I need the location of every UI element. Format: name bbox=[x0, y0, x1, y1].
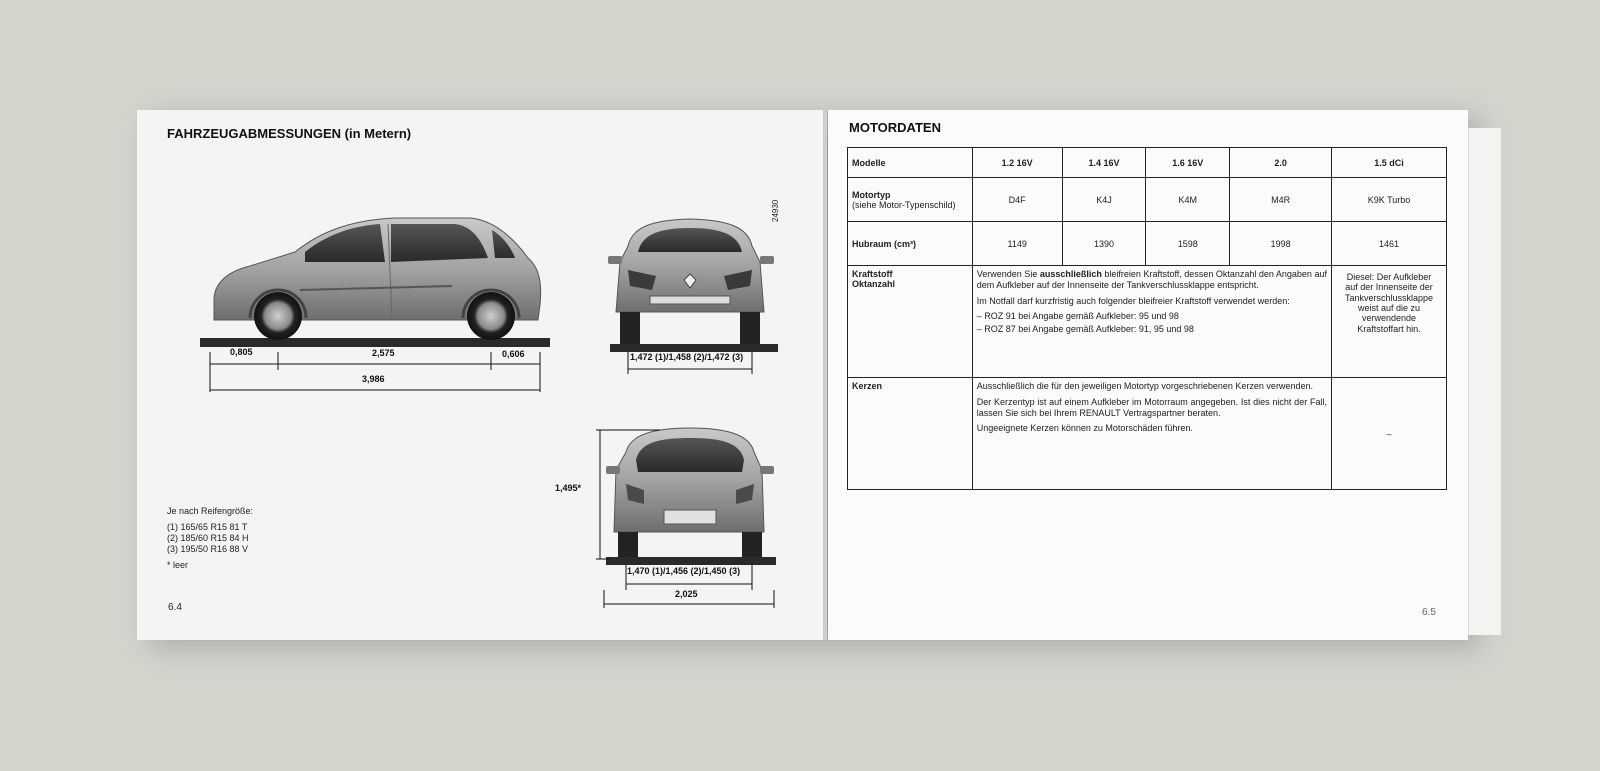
plugs-paragraph: Ungeeignete Kerzen können zu Motorschäden führen. bbox=[976, 423, 1193, 434]
tire-note-item: (3) 195/50 R16 88 V bbox=[167, 544, 249, 554]
dim-wheelbase: 2,575 bbox=[372, 348, 395, 358]
fuel-bullet: – ROZ 87 bei Angabe gemäß Aufkleber: 91, 95 und 98 bbox=[976, 324, 1194, 335]
table-row bbox=[848, 222, 1447, 266]
displacement-cell: 1149 bbox=[972, 222, 1062, 266]
plugs-diesel-cell: – bbox=[1331, 378, 1446, 490]
displacement-cell: 1461 bbox=[1331, 222, 1446, 266]
tire-note-item: (1) 165/65 R15 81 T bbox=[167, 522, 248, 532]
table-row bbox=[848, 178, 1447, 222]
engine-type-cell: D4F bbox=[972, 178, 1062, 222]
page-number-left: 6.4 bbox=[168, 602, 182, 613]
table-row bbox=[848, 266, 1447, 378]
row-label-plugs: Kerzen bbox=[848, 378, 973, 490]
dim-width: 2,025 bbox=[675, 589, 698, 599]
dim-front-track: 1,472 (1)/1,458 (2)/1,472 (3) bbox=[630, 352, 744, 362]
plugs-description bbox=[972, 378, 1331, 490]
model-cell: 1.2 16V bbox=[972, 148, 1062, 178]
displacement-cell: 1390 bbox=[1062, 222, 1146, 266]
fuel-label: Kraftstoff bbox=[852, 269, 893, 279]
car-front-view bbox=[608, 219, 778, 352]
dim-rear-track: 1,470 (1)/1,456 (2)/1,450 (3) bbox=[627, 566, 741, 576]
fuel-description bbox=[972, 266, 1331, 378]
diesel-fuel-note: Diesel: Der Aufkleber auf der Innenseite der Tankverschlussklappe weist auf die zu verwendende Kraftstoffart hin. bbox=[1331, 266, 1446, 378]
car-rear-view bbox=[606, 428, 776, 565]
engine-type-sublabel: (siehe Motor-Typenschild) bbox=[852, 199, 956, 210]
fuel-text-post: bleifreien Kraftstoff, dessen Oktanzahl den Angaben auf dem Aufkleber auf der Innenseite der Tankverschlussklappe entspricht. bbox=[976, 269, 1327, 290]
row-label-fuel bbox=[848, 266, 973, 378]
tire-note-item: (2) 185/60 R15 84 H bbox=[167, 533, 249, 543]
model-cell: 1.4 16V bbox=[1062, 148, 1146, 178]
model-cell: 2.0 bbox=[1230, 148, 1332, 178]
model-cell: 1.5 dCi bbox=[1331, 148, 1446, 178]
engine-type-cell: M4R bbox=[1230, 178, 1332, 222]
octane-label: Oktanzahl bbox=[852, 279, 896, 289]
tire-note-footnote: * leer bbox=[167, 560, 189, 570]
fuel-emergency-text: Im Notfall darf kurzfristig auch folgender bleifreier Kraftstoff verwendet werden: bbox=[976, 295, 1290, 306]
dim-rear-overhang: 0,606 bbox=[502, 349, 525, 359]
engine-data-table bbox=[847, 147, 1447, 490]
row-label-displacement: Hubraum (cm³) bbox=[848, 222, 973, 266]
dimensions-title: FAHRZEUGABMESSUNGEN (in Metern) bbox=[167, 126, 412, 141]
engine-type-label: Motortyp bbox=[852, 189, 891, 200]
plugs-paragraph: Ausschließlich die für den jeweiligen Motortyp vorgeschriebenen Kerzen verwenden. bbox=[976, 381, 1313, 391]
fuel-text-pre: Verwenden Sie bbox=[976, 269, 1040, 279]
page-number-right: 6.5 bbox=[1422, 607, 1436, 618]
tire-note-heading: Je nach Reifengröße: bbox=[167, 506, 254, 516]
table-row bbox=[848, 148, 1447, 178]
engine-type-cell: K9K Turbo bbox=[1331, 178, 1446, 222]
car-side-view bbox=[200, 218, 550, 347]
dim-front-overhang: 0,805 bbox=[230, 347, 253, 357]
fuel-paragraph bbox=[977, 269, 1327, 291]
engine-data-title: MOTORDATEN bbox=[849, 120, 941, 135]
fuel-text-bold: ausschließlich bbox=[1039, 269, 1102, 279]
displacement-cell: 1998 bbox=[1230, 222, 1332, 266]
engine-type-cell: K4J bbox=[1062, 178, 1146, 222]
row-label-engine-type bbox=[848, 178, 973, 222]
figure-reference: 24930 bbox=[771, 199, 780, 222]
dim-length: 3,986 bbox=[362, 374, 385, 384]
displacement-cell: 1598 bbox=[1146, 222, 1230, 266]
dim-height: 1,495* bbox=[555, 483, 582, 493]
row-label-models: Modelle bbox=[848, 148, 973, 178]
plugs-paragraph: Der Kerzentyp ist auf einem Aufkleber im Motorraum angegeben. Ist dies nicht der Fall, lassen Sie sich bei Ihrem RENAULT Vertragspartner beraten. bbox=[976, 396, 1327, 418]
table-row bbox=[848, 378, 1447, 490]
fuel-bullet: – ROZ 91 bei Angabe gemäß Aufkleber: 95 und 98 bbox=[976, 311, 1179, 322]
model-cell: 1.6 16V bbox=[1146, 148, 1230, 178]
engine-type-cell: K4M bbox=[1146, 178, 1230, 222]
